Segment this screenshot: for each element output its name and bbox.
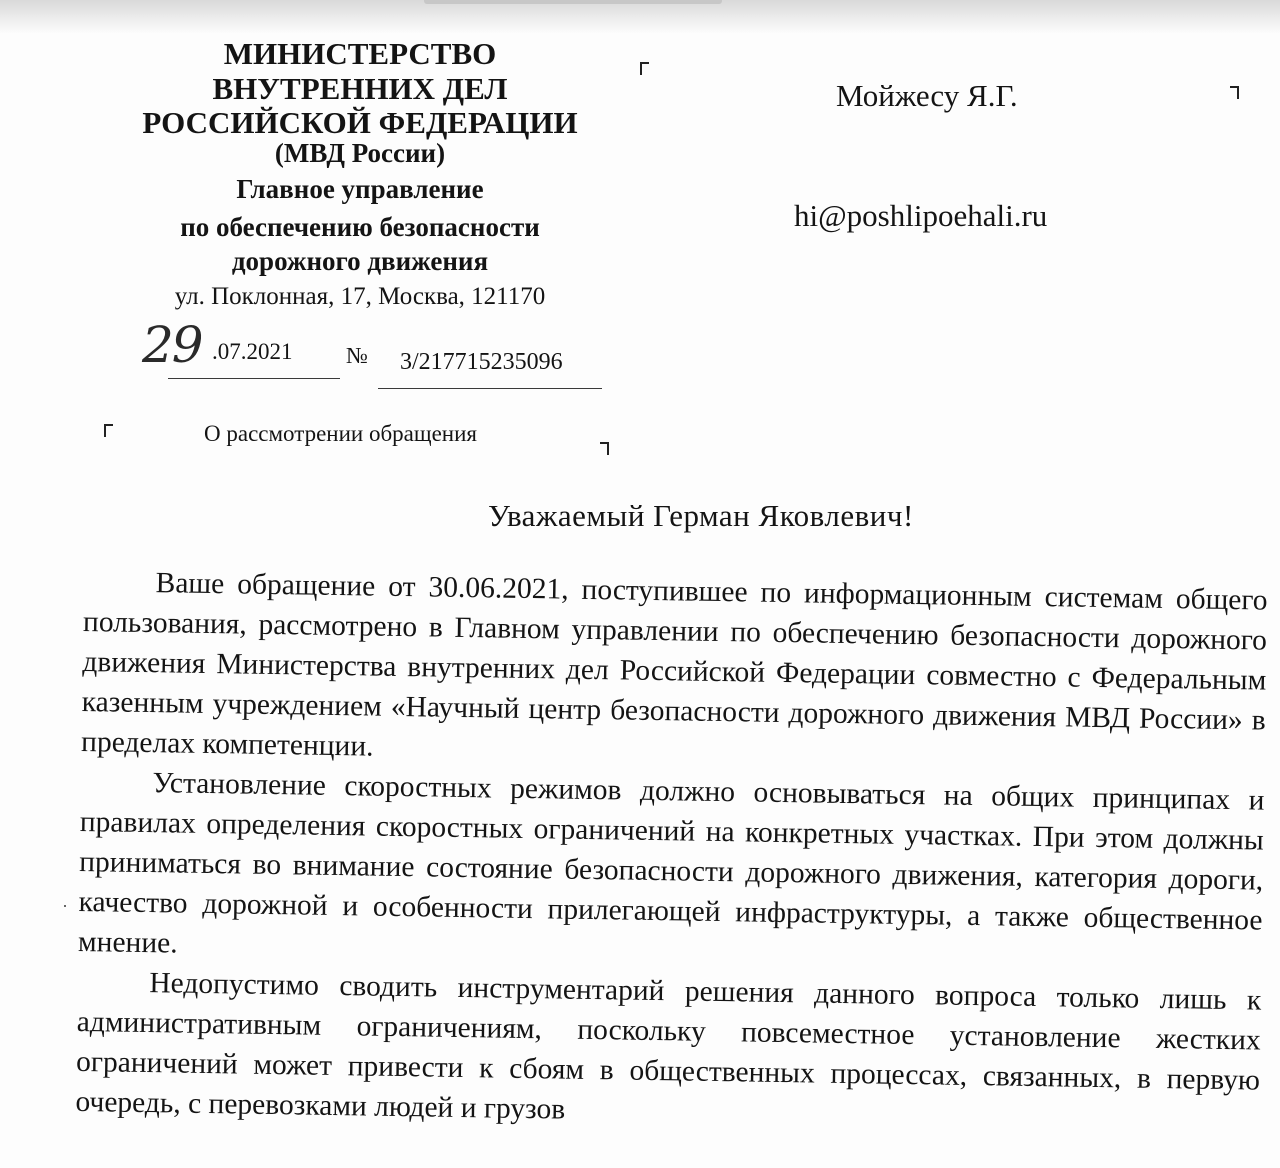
subject-corner-right	[600, 442, 609, 455]
dept-line-3: дорожного движения	[231, 246, 489, 276]
number-underline	[378, 388, 602, 389]
date-handwritten: 29	[142, 316, 202, 374]
addressee-name: Мойжесу Я.Г.	[836, 78, 1018, 113]
top-shadow	[0, 0, 1280, 34]
paragraph-3: Недопустимо сводить инструментарий решения данного вопроса только лишь к административным ограничениям, поскольку повсеместное установление жестких ограничений может привести к сбоям в общественных процессах, связанных, в первую очередь, с перевозками людей и грузов	[75, 967, 1262, 1126]
paragraph-2	[78, 762, 1265, 981]
paragraph-1: Ваше обращение от 30.06.2021, поступившее по информационным системам общего пользования, рассмотрено в Главном управлении по обеспечению безопасности дорожного движения Министерства внутренних дел Российской Федерации совместно с Федеральным казенным учреждением «Научный центр безопасности дорожного движения МВД России» в пределах компетенции.	[80, 567, 1268, 763]
letter-body	[75, 562, 1268, 1141]
ministry-abbr: (МВД России)	[274, 138, 446, 168]
date-underline	[168, 378, 340, 379]
paragraph-2-end: .	[169, 927, 178, 960]
letter-number: 3/217715235096	[400, 349, 563, 375]
addressee-email: hi@poshlipoehali.ru	[794, 198, 1048, 233]
speck	[64, 905, 66, 907]
dept-line-1: Главное управление	[236, 174, 484, 204]
addressee-corner-left	[640, 62, 649, 75]
highlighted-phrase-text: а также общественное мнение	[77, 899, 1263, 960]
dept-line-2: по обеспечению безопасности	[180, 212, 540, 242]
addressee-corner-right	[1230, 86, 1239, 99]
scroll-indicator	[424, 0, 722, 4]
number-sign: №	[346, 343, 368, 368]
ministry-line-2: ВНУТРЕННИХ ДЕЛ	[212, 71, 508, 106]
ministry-address: ул. Поклонная, 17, Москва, 121170	[174, 283, 546, 310]
greeting: Уважаемый Герман Яковлевич!	[488, 498, 914, 533]
paragraph-2-text: Установление скоростных режимов должно основываться на общих принципах и правилах определения скоростных ограничений на конкретных участках. При этом должны приниматься во внимание состояние безопасности дорожного движения, категория дороги, качество дорожной и особенности прилегающей инфраструктуры,	[78, 767, 1265, 932]
subject-line: О рассмотрении обращения	[204, 421, 477, 446]
subject-corner-left	[104, 424, 113, 437]
date-printed: .07.2021	[212, 339, 293, 364]
ministry-line-3: РОССИЙСКОЙ ФЕДЕРАЦИИ	[142, 105, 578, 140]
ministry-line-1: МИНИСТЕРСТВО	[223, 36, 497, 71]
